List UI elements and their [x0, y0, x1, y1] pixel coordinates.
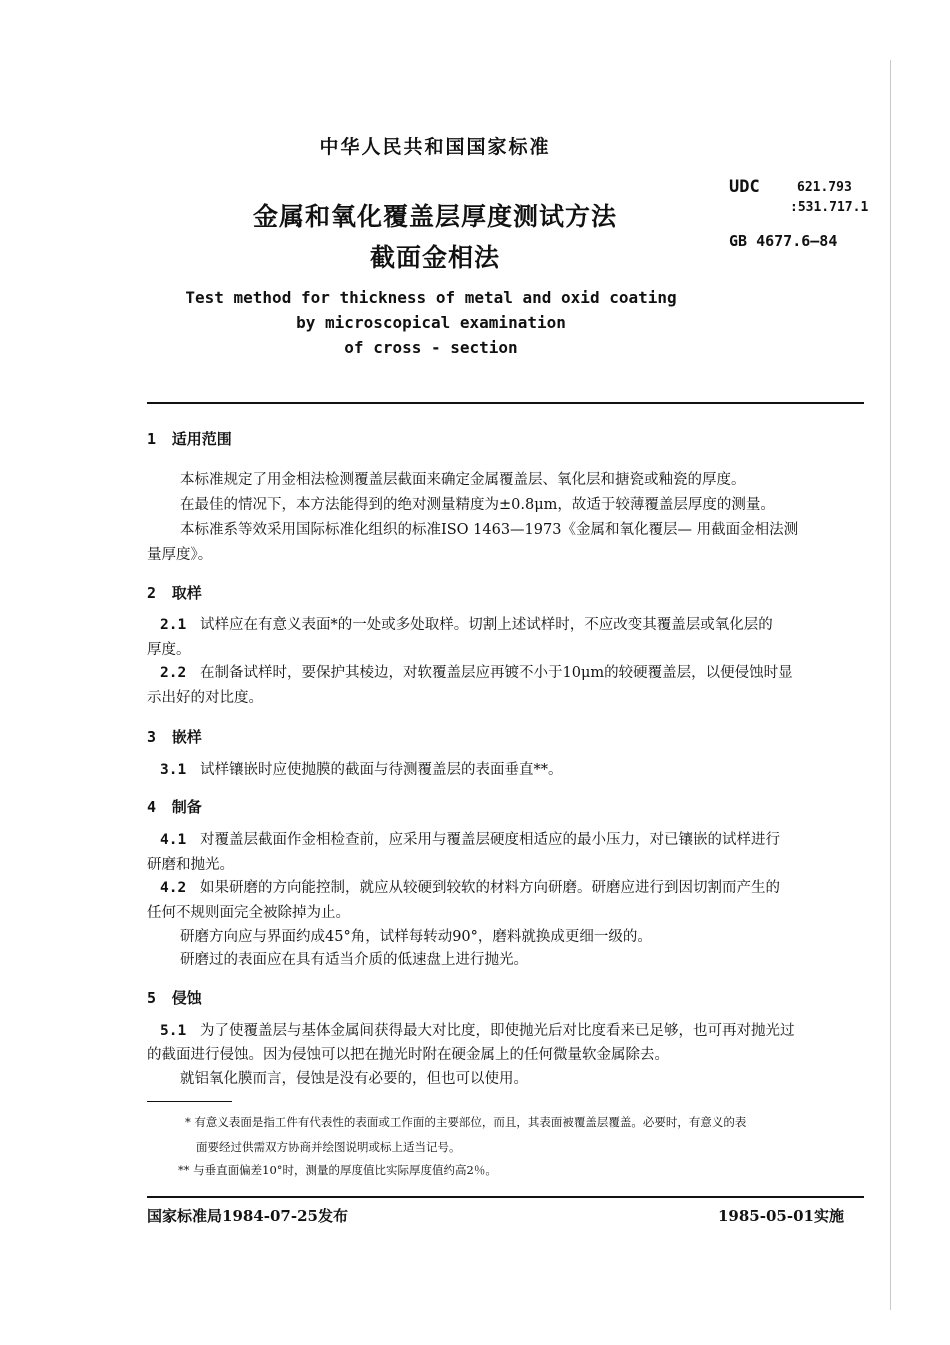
paragraph: 研磨方向应与界面约成45°角，试样每转动90°，磨料就换成更细一级的。 [180, 929, 652, 945]
paragraph: 在最佳的情况下，本方法能得到的绝对测量精度为±0.8μm，故适于较薄覆盖层厚度的测量。 [180, 497, 775, 513]
section-title: 嵌样 [171, 728, 202, 746]
title-english-line3: of cross - section [344, 338, 518, 357]
section-title: 取样 [171, 584, 202, 602]
section-number: 5 [147, 989, 157, 1007]
section-1-heading [147, 428, 232, 449]
paragraph-continuation: 研磨和抛光。 [147, 857, 234, 873]
paragraph: 研磨过的表面应在具有适当介质的低速盘上进行抛光。 [180, 952, 528, 968]
footnote-divider [147, 1101, 232, 1102]
paragraph: 本标准规定了用金相法检测覆盖层截面来确定金属覆盖层、氧化层和搪瓷或釉瓷的厚度。 [180, 472, 746, 488]
paragraph: 本标准系等效采用国际标准化组织的标准ISO 1463—1973《金属和氧化覆层— 用截面金相法测 [180, 522, 799, 538]
footnote-2: ** 与垂直面偏差10°时，测量的厚度值比实际厚度值约高2％。 [178, 1163, 497, 1177]
clause-2-2 [160, 663, 793, 683]
clause-number: 4.1 [160, 832, 187, 848]
clause-number: 4.2 [160, 880, 187, 896]
section-title: 制备 [171, 798, 202, 816]
clause-number: 3.1 [160, 762, 187, 778]
clause-5-1 [160, 1021, 795, 1041]
effective-date: 1985-05-01实施 [718, 1207, 844, 1225]
udc-code-line1: 621.793 [797, 180, 852, 195]
footnote-1: * 有意义表面是指工件有代表性的表面或工作面的主要部位，而且，其表面被覆盖层覆盖。必要时，有意义的表 [185, 1115, 747, 1129]
section-number: 1 [147, 430, 157, 448]
clause-4-1 [160, 830, 780, 850]
paragraph-continuation: 任何不规则面完全被除掉为止。 [147, 905, 350, 921]
gb-standard-number: GB 4677.6—84 [729, 232, 838, 250]
udc-label: UDC [729, 177, 760, 197]
header-divider [147, 402, 864, 404]
paragraph-continuation: 量厚度》。 [147, 547, 213, 563]
section-3-heading [147, 726, 202, 747]
section-title: 适用范围 [171, 430, 232, 448]
footnote-1-continuation: 面要经过供需双方协商并绘图说明或标上适当记号。 [196, 1140, 461, 1154]
section-number: 4 [147, 798, 157, 816]
clause-2-1 [160, 615, 773, 635]
clause-text: 为了使覆盖层与基体金属间获得最大对比度，即使抛光后对比度看来已足够，也可再对抛光过 [200, 1023, 795, 1039]
clause-text: 如果研磨的方向能控制，就应从较硬到较软的材料方向研磨。研磨应进行到因切割而产生的 [200, 880, 781, 896]
clause-number: 2.2 [160, 665, 187, 681]
clause-number: 5.1 [160, 1023, 187, 1039]
clause-text: 对覆盖层截面作金相检查前，应采用与覆盖层硬度相适应的最小压力，对已镶嵌的试样进行 [200, 832, 781, 848]
title-english-line2: by microscopical examination [296, 313, 566, 332]
section-number: 2 [147, 584, 157, 602]
section-title: 侵蚀 [171, 989, 202, 1007]
clause-text: 试样应在有意义表面*的一处或多处取样。切割上述试样时，不应改变其覆盖层或氧化层的 [200, 617, 773, 633]
paragraph-continuation: 的截面进行侵蚀。因为侵蚀可以把在抛光时附在硬金属上的任何微量软金属除去。 [147, 1047, 669, 1063]
udc-code-line2: :531.717.1 [790, 200, 869, 215]
footer-divider [147, 1196, 864, 1198]
paragraph: 就铝氧化膜而言，侵蚀是没有必要的，但也可以使用。 [180, 1071, 528, 1087]
scan-edge-line [890, 60, 891, 1310]
paragraph-continuation: 厚度。 [147, 642, 191, 658]
section-5-heading [147, 987, 202, 1008]
clause-4-2 [160, 878, 780, 898]
standard-org-header: 中华人民共和国国家标准 [319, 136, 551, 158]
clause-text: 试样镶嵌时应使抛膜的截面与待测覆盖层的表面垂直**。 [200, 762, 563, 778]
section-number: 3 [147, 728, 157, 746]
title-chinese-line2: 截面金相法 [369, 243, 500, 272]
paragraph-continuation: 示出好的对比度。 [147, 690, 263, 706]
clause-number: 2.1 [160, 617, 187, 633]
title-chinese-line1: 金属和氧化覆盖层厚度测试方法 [252, 202, 617, 231]
clause-text: 在制备试样时，要保护其棱边，对软覆盖层应再镀不小于10μm的较硬覆盖层，以便侵蚀时显 [200, 665, 793, 681]
section-2-heading [147, 582, 202, 603]
title-english-line1: Test method for thickness of metal and oxid coating [185, 288, 677, 307]
clause-3-1 [160, 760, 563, 780]
issue-date: 国家标准局1984-07-25发布 [147, 1207, 348, 1225]
section-4-heading [147, 796, 202, 817]
